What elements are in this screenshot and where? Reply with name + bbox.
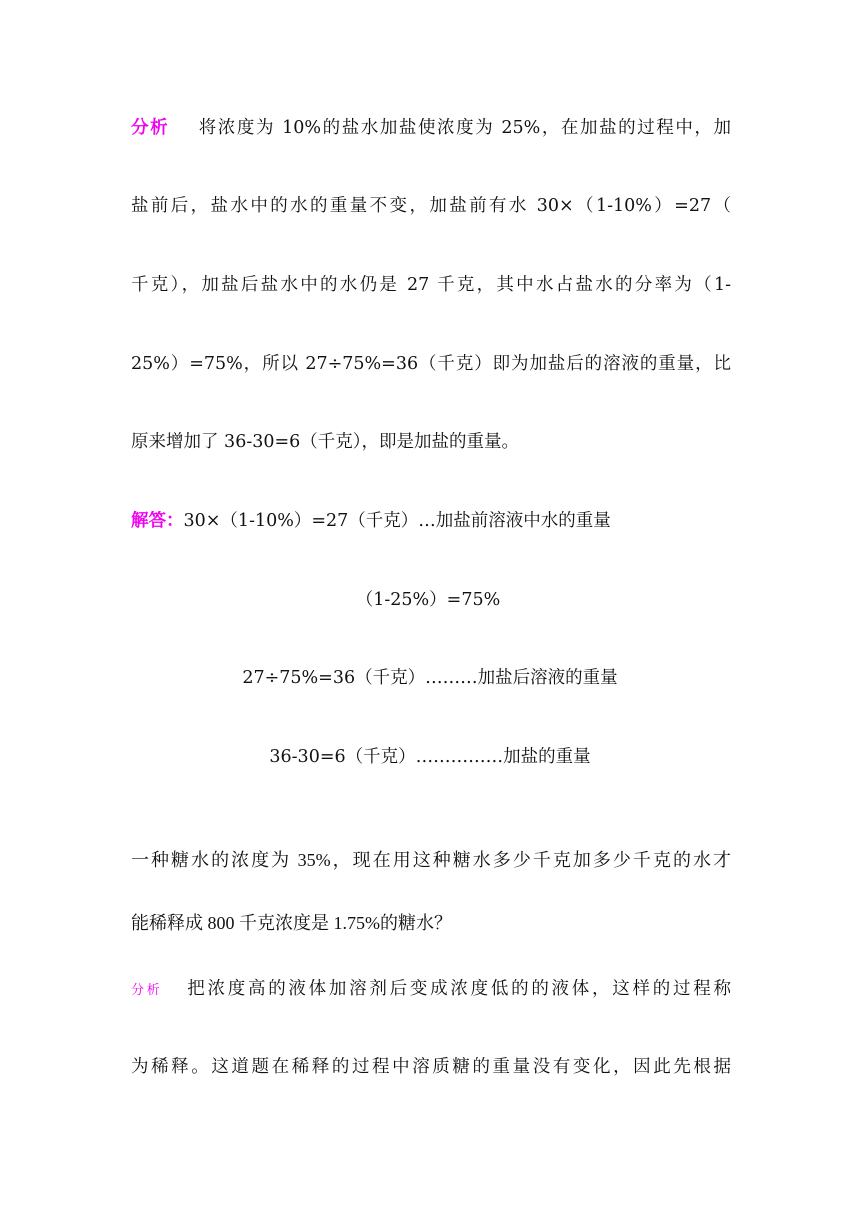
- answer-line-3: 27÷75%=36（千克）………加盐后溶液的重量: [242, 668, 618, 688]
- analysis-label: 分析: [131, 118, 170, 138]
- answer-line-4: 36-30=6（千克）……………加盐的重量: [269, 747, 591, 767]
- question-line-1: 一种糖水的浓度为 35%，现在用这种糖水多少千克加多少千克的水才: [131, 850, 731, 870]
- answer-line-1: [131, 509, 731, 533]
- analysis-line-5: 原来增加了 36-30=6（千克），即是加盐的重量。: [131, 432, 520, 452]
- analysis2-text-1: 把浓度高的液体加溶剂后变成浓度低的的液体，这样的过程称: [184, 979, 731, 999]
- question-line-2: 能稀释成 800 千克浓度是 1.75%的糖水？: [131, 913, 452, 933]
- analysis2-line-2: 为稀释。这道题在稀释的过程中溶质糖的重量没有变化，因此先根据: [131, 1057, 731, 1077]
- answer-label: 解答：: [131, 511, 184, 531]
- analysis-text-1: 将浓度为 10%的盐水加盐使浓度为 25%，在加盐的过程中，加: [197, 118, 732, 138]
- analysis-line-4: 25%）=75%，所以 27÷75%=36（千克）即为加盐后的溶液的重量，比: [131, 354, 731, 374]
- analysis-line-2: 盐前后，盐水中的水的重量不变，加盐前有水 30×（1-10%）=27（: [131, 196, 731, 216]
- answer-text-1: 30×（1-10%）=27（千克）…加盐前溶液中水的重量: [183, 511, 611, 531]
- analysis2-line-1: [131, 977, 731, 1003]
- answer-line-2: （1-25%）=75%: [355, 590, 501, 610]
- analysis-line-3: 千克），加盐后盐水中的水仍是 27 千克，其中水占盐水的分率为（1-: [131, 275, 731, 295]
- analysis-line-1: [131, 116, 731, 140]
- analysis2-label: 分析: [131, 983, 163, 998]
